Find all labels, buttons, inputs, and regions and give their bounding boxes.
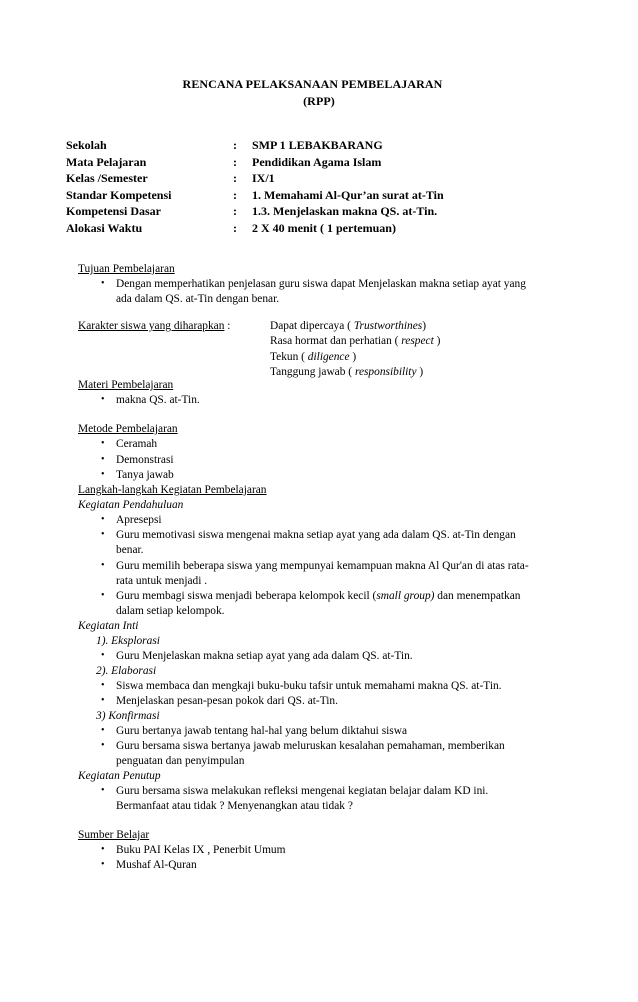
phase-eksplorasi: 1). Eksplorasi [96,635,160,647]
list-item: makna QS. at-Tin. [116,394,200,406]
section-heading-materi: Materi Pembelajaran [78,379,174,391]
document-title: RENCANA PELAKSANAAN PEMBELAJARAN [182,77,443,91]
info-label: Alokasi Waktu [66,220,143,235]
section-heading-karakter: Karakter siswa yang diharapkan [78,320,225,332]
bullet-icon: • [101,725,105,736]
bullet-icon: • [101,529,105,540]
karakter-value: Rasa hormat dan perhatian ( respect ) [270,335,441,347]
bullet-icon: • [101,650,105,661]
list-item-continued: Bermanfaat atau tidak ? Menyenangkan atau tidak ? [116,800,353,812]
info-label: Standar Kompetensi [66,187,172,202]
info-value: 1. Memahami Al-Qur’an surat at-Tin [252,187,444,202]
bullet-icon: • [101,394,105,405]
list-item: Apresepsi [116,514,162,526]
subsection-heading-penutup: Kegiatan Penutup [78,770,161,782]
list-item: Ceramah [116,438,158,450]
list-item: Siswa membaca dan mengkaji buku-buku tafsir untuk memahami makna QS. at-Tin. [116,680,502,692]
karakter-colon: : [227,320,231,332]
info-value: 2 X 40 menit ( 1 pertemuan) [252,220,396,235]
info-value: IX/1 [252,171,275,186]
subsection-heading-pendahuluan: Kegiatan Pendahuluan [78,499,184,511]
list-item-continued: rata untuk menjadi . [116,575,208,587]
list-item: Demonstrasi [116,454,174,466]
list-item: Guru membagi siswa menjadi beberapa kelompok kecil (small group) dan menempatkan [116,590,521,602]
info-colon: : [233,220,237,235]
list-item: Buku PAI Kelas IX , Penerbit Umum [116,844,286,856]
karakter-value: Dapat dipercaya ( Trustworthines) [270,320,426,332]
phase-konfirmasi: 3) Konfirmasi [96,710,160,722]
bullet-icon: • [101,590,105,601]
bullet-icon: • [101,469,105,480]
bullet-icon: • [101,278,105,289]
bullet-icon: • [101,680,105,691]
document-subtitle: (RPP) [303,94,335,108]
info-label: Sekolah [66,138,107,152]
list-item: Guru bertanya jawab tentang hal-hal yang belum diktahui siswa [116,725,408,737]
section-heading-metode: Metode Pembelajaran [78,423,178,435]
info-colon: : [233,138,237,152]
list-item: Guru memilih beberapa siswa yang mempunyai kemampuan makna Al Qur'an di atas rata- [116,560,529,572]
bullet-icon: • [101,844,105,855]
info-value: Pendidikan Agama Islam [252,154,382,169]
bullet-icon: • [101,514,105,525]
list-item: Tanya jawab [116,469,174,481]
info-label: Kelas /Semester [66,171,148,186]
bullet-icon: • [101,740,105,751]
section-heading-tujuan: Tujuan Pembelajaran [78,263,175,275]
list-item: Guru bersama siswa bertanya jawab meluruskan kesalahan pemahaman, memberikan [116,740,505,752]
karakter-value: Tanggung jawab ( responsibility ) [270,366,424,378]
phase-elaborasi: 2). Elaborasi [96,665,157,677]
list-item-continued: dalam setiap kelompok. [116,605,225,617]
bullet-icon: • [101,438,105,449]
list-item: Guru Menjelaskan makna setiap ayat yang ada dalam QS. at-Tin. [116,650,413,662]
info-colon: : [233,187,237,202]
info-label: Kompetensi Dasar [66,204,161,219]
info-colon: : [233,204,237,219]
list-item: Dengan memperhatikan penjelasan guru siswa dapat Menjelaskan makna setiap ayat yang [116,278,526,290]
list-item-continued: benar. [116,544,144,556]
list-item-continued: ada dalam QS. at-Tin dengan benar. [116,293,280,305]
karakter-heading-row [78,319,230,333]
info-label: Mata Pelajaran [66,154,147,169]
list-item: Mushaf Al-Quran [116,859,197,871]
bullet-icon: • [101,695,105,706]
list-item: Menjelaskan pesan-pesan pokok dari QS. at-Tin. [116,695,338,707]
karakter-value: Tekun ( diligence ) [270,351,357,363]
section-heading-sumber: Sumber Belajar [78,829,150,841]
list-item: Guru memotivasi siswa mengenai makna setiap ayat yang ada dalam QS. at-Tin dengan [116,529,516,541]
bullet-icon: • [101,785,105,796]
section-heading-langkah: Langkah-langkah Kegiatan Pembelajaran [78,484,267,496]
bullet-icon: • [101,454,105,465]
bullet-icon: • [101,859,105,870]
subsection-heading-inti: Kegiatan Inti [78,620,139,632]
bullet-icon: • [101,560,105,571]
info-colon: : [233,171,237,186]
info-value: 1.3. Menjelaskan makna QS. at-Tin. [252,204,438,219]
info-value: SMP 1 LEBAKBARANG [252,138,383,152]
list-item: Guru bersama siswa melakukan refleksi mengenai kegiatan belajar dalam KD ini. [116,785,489,797]
info-colon: : [233,154,237,169]
list-item-continued: penguatan dan penyimpulan [116,755,245,767]
